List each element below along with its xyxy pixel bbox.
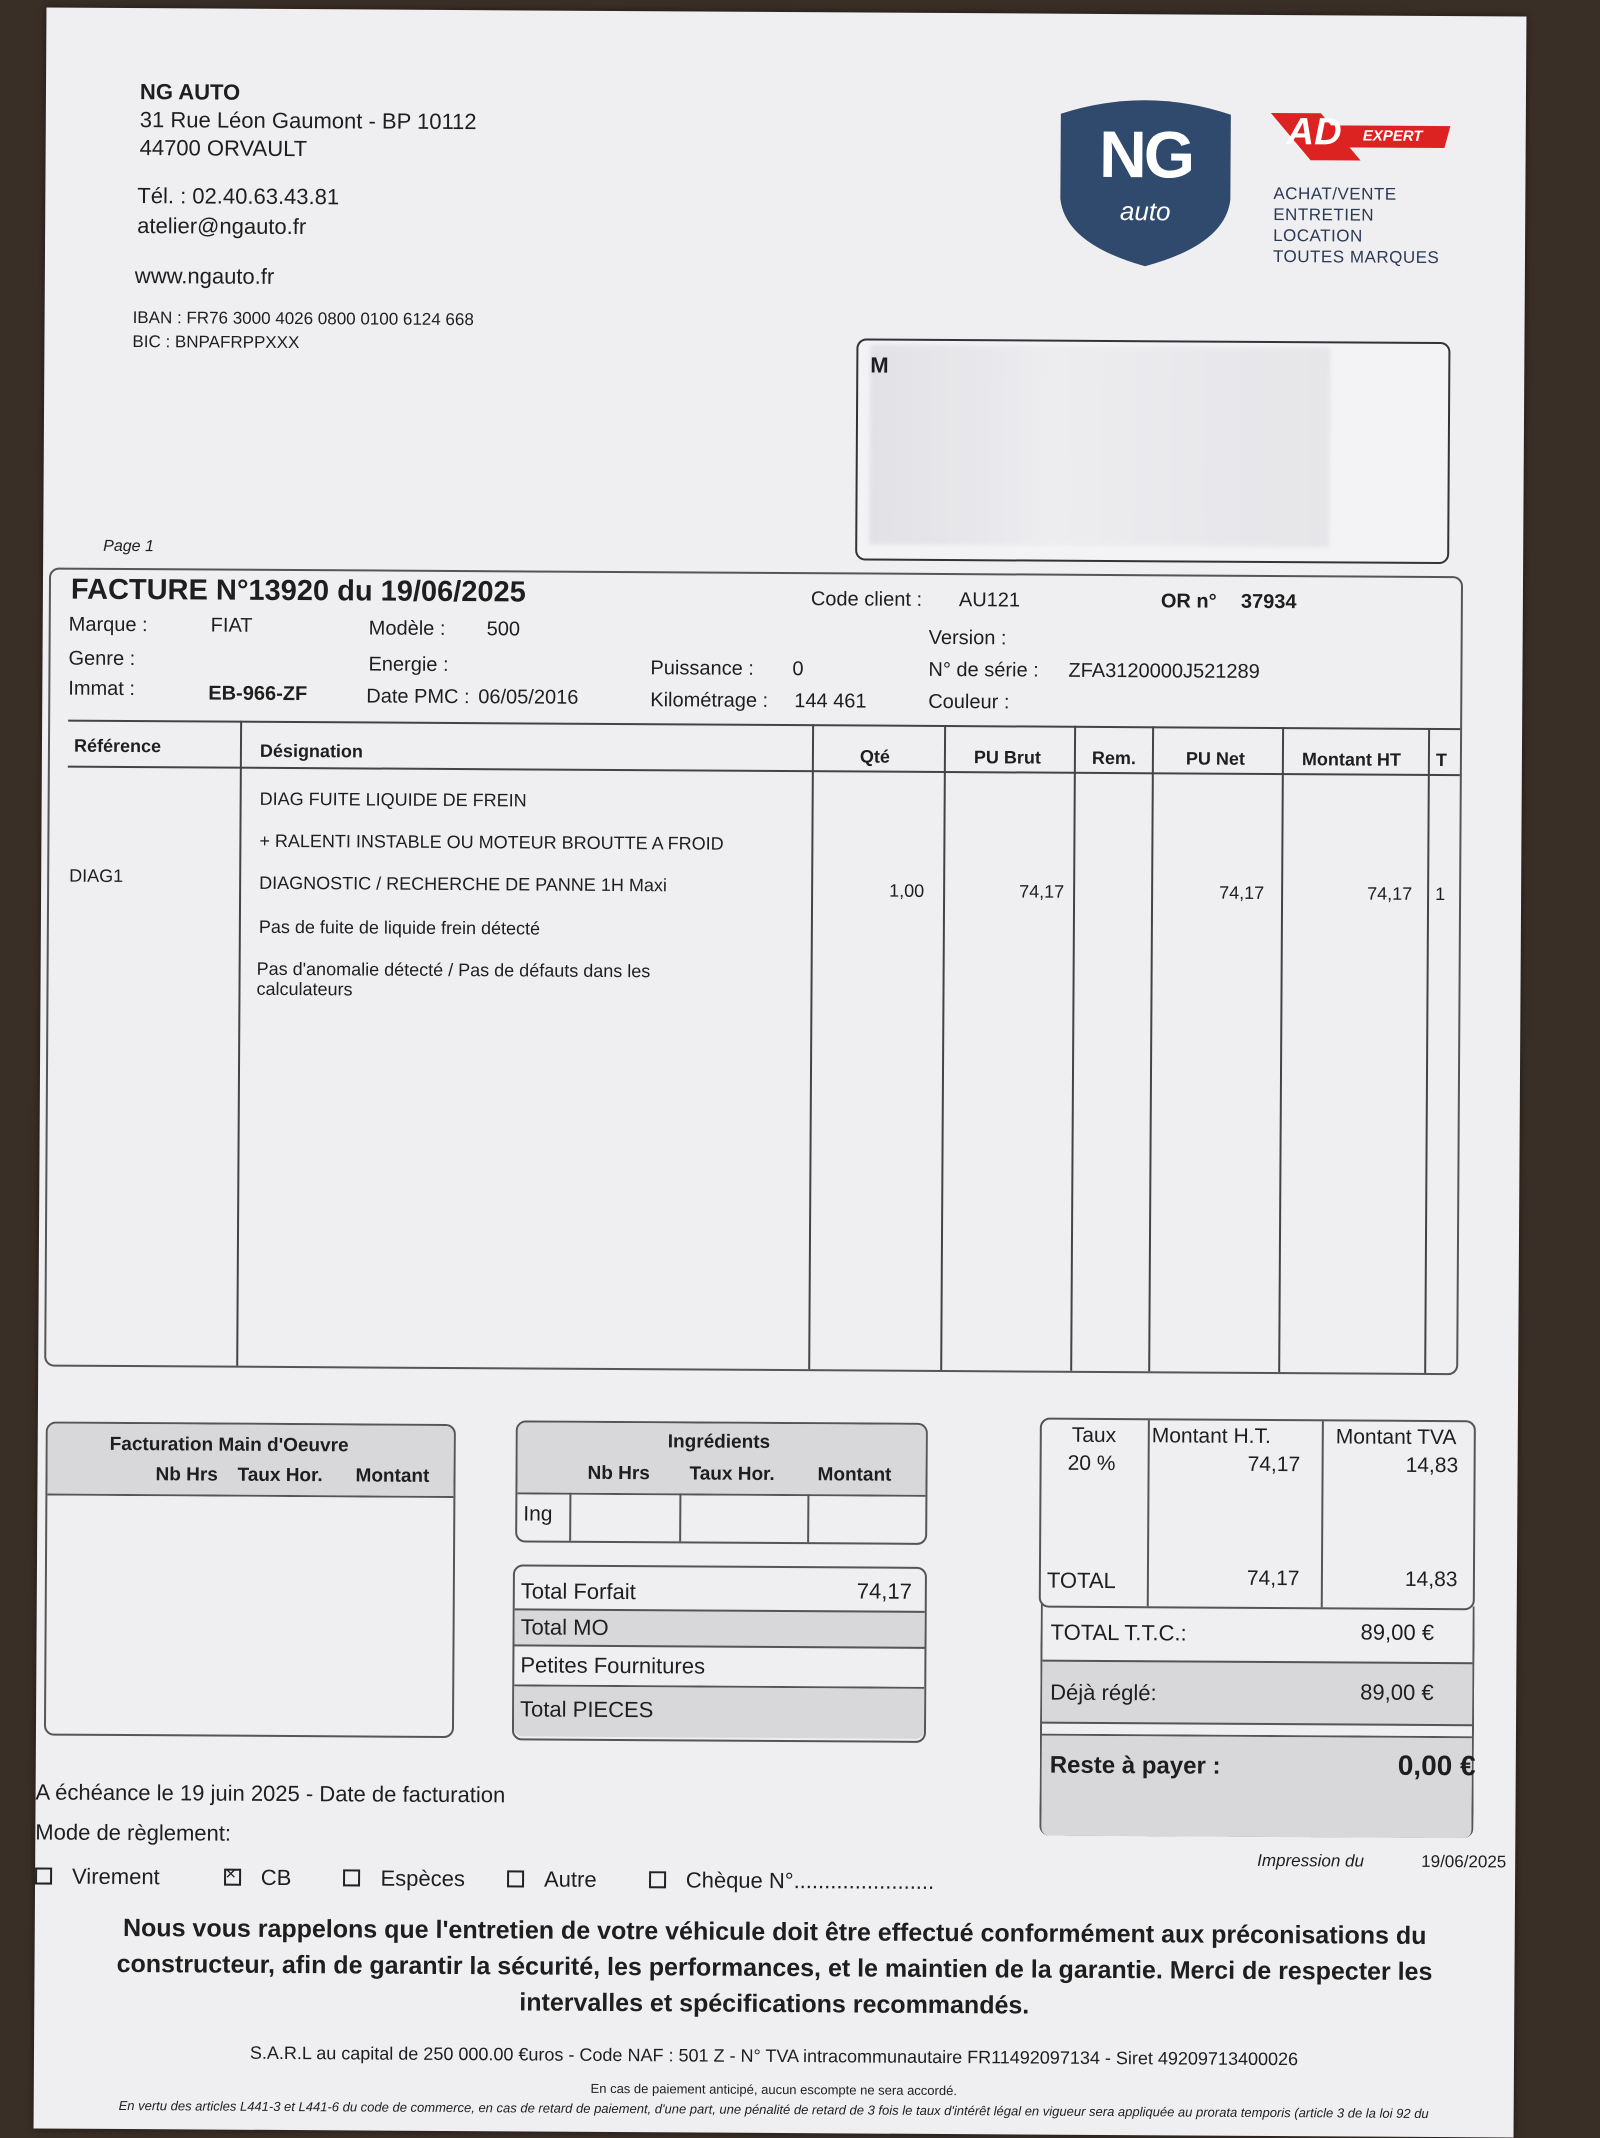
total-forfait-label: Total Forfait [520, 1578, 636, 1605]
payment-option-autre[interactable] [507, 1866, 597, 1892]
vat-box [1039, 1418, 1476, 1611]
vat-mht-header: Montant H.T. [1151, 1424, 1271, 1449]
mode-reglement-label: Mode de règlement: [35, 1819, 232, 1846]
serie-value: ZFA3120000J521289 [1068, 659, 1260, 683]
payment-option-cb[interactable] [224, 1865, 292, 1890]
checkbox-cb[interactable] [224, 1868, 241, 1885]
company-phone: Tél. : 02.40.63.43.81 [137, 183, 340, 210]
km-label: Kilométrage : [650, 689, 769, 712]
th-reference: Référence [73, 735, 162, 757]
labor-taux-hor: Taux Hor. [237, 1464, 323, 1487]
designation-line: DIAGNOSTIC / RECHERCHE DE PANNE 1H Maxi [259, 872, 667, 896]
th-montant-ht: Montant HT [1301, 749, 1401, 770]
vat-total-ht: 74,17 [1246, 1566, 1300, 1591]
checkbox-especes[interactable] [343, 1869, 360, 1886]
designation-line: + RALENTI INSTABLE OU MOTEUR BROUTTE A FROID [259, 830, 724, 854]
totals-box [1039, 1604, 1474, 1839]
summary-box [512, 1564, 927, 1743]
vat-taux: 20 % [1067, 1451, 1116, 1476]
reste-label: Reste à payer : [1049, 1751, 1221, 1780]
vat-mtva: 14,83 [1405, 1453, 1459, 1478]
impression-label: Impression du [1257, 1850, 1365, 1871]
fine-print-1: En cas de paiement anticipé, aucun escompte ne sera accordé. [590, 2080, 958, 2099]
puissance-label: Puissance : [650, 657, 754, 680]
company-address-line2: 44700 ORVAULT [139, 135, 308, 162]
energie-label: Energie : [368, 653, 449, 676]
row-pu-brut: 74,17 [1019, 881, 1065, 902]
genre-label: Genre : [68, 647, 136, 671]
th-pu-brut: PU Brut [973, 747, 1041, 768]
th-t: T [1435, 750, 1447, 771]
reste-value: 0,00 € [1397, 1749, 1476, 1782]
total-mo-label: Total MO [520, 1614, 609, 1640]
company-bic: BIC : BNPAFRPPXXX [132, 332, 300, 353]
labor-title: Facturation Main d'Oeuvre [109, 1433, 349, 1457]
ingredients-montant: Montant [817, 1464, 892, 1486]
modele-value: 500 [486, 618, 521, 641]
ingredients-row-label: Ing [523, 1502, 553, 1526]
ng-auto-logo: NG auto [1055, 94, 1236, 270]
legal-line: S.A.R.L au capital de 250 000.00 €uros - Code NAF : 501 Z - N° TVA intracommunautaire FR11492097134 - Siret 49209713400026 [249, 2042, 1299, 2070]
vat-mtva-header: Montant TVA [1335, 1425, 1457, 1450]
labor-box [44, 1422, 456, 1738]
row-montant-ht: 74,17 [1367, 883, 1413, 904]
total-forfait-value: 74,17 [856, 1578, 912, 1604]
client-initial: M [870, 352, 889, 378]
labor-nb-hrs: Nb Hrs [155, 1464, 218, 1486]
col-sep [1070, 726, 1076, 1371]
ingredients-taux-hor: Taux Hor. [689, 1463, 775, 1485]
company-website: www.ngauto.fr [134, 263, 275, 289]
payment-option-virement[interactable] [35, 1863, 160, 1889]
marque-value: FIAT [210, 614, 253, 637]
invoice-title: FACTURE N°13920 du 19/06/2025 [70, 573, 526, 609]
total-pieces-label: Total PIECES [520, 1696, 654, 1723]
echeance-line: A échéance le 19 juin 2025 - Date de facturation [35, 1779, 506, 1808]
impression-date: 19/06/2025 [1421, 1851, 1507, 1872]
col-sep [940, 725, 946, 1370]
designation-line: Pas d'anomalie détecté / Pas de défauts dans les [256, 958, 651, 982]
regle-label: Déjà réglé: [1050, 1679, 1157, 1706]
ingredients-box [515, 1420, 928, 1545]
table-top-rule [68, 720, 1460, 731]
maintenance-reminder: Nous vous rappelons que l'entretien de votre véhicule doit être effectué conformément aux préconisations du constructeur, afin de garantir la sécurité, les performances, et le maintien de la garantie. Merci de respecter les intervalles et spécifications recommandés. [116, 1914, 1433, 2020]
checkbox-virement[interactable] [35, 1867, 52, 1884]
fine-print-2: En vertu des articles L441-3 et L441-6 du code de commerce, en cas de retard de paiement, d'une part, une pénalité de retard de 3 fois le taux d'intérêt légal en vigueur sera appliquée au prorata temporis (article 3 de la loi 92 du [118, 2097, 1429, 2121]
th-pu-net: PU Net [1185, 748, 1246, 769]
vat-taux-header: Taux [1071, 1423, 1117, 1448]
th-rem: Rem. [1091, 747, 1137, 769]
immat-value: EB-966-ZF [208, 682, 308, 706]
labor-montant: Montant [355, 1465, 430, 1487]
petites-fournitures-label: Petites Fournitures [520, 1652, 706, 1679]
col-sep [1148, 726, 1154, 1371]
vat-total-label: TOTAL [1046, 1567, 1116, 1594]
redacted-area [869, 345, 1330, 548]
page-number: Page 1 [103, 537, 154, 556]
table-header-rule [68, 766, 1460, 777]
invoice-paper [34, 7, 1527, 2137]
vat-total-tva: 14,83 [1404, 1567, 1458, 1592]
service-item: LOCATION [1273, 225, 1363, 246]
company-name: NG AUTO [139, 79, 241, 105]
code-client-label: Code client : [810, 588, 923, 611]
designation-line: calculateurs [256, 978, 353, 1000]
th-qte: Qté [859, 746, 891, 767]
pmc-value: 06/05/2016 [478, 686, 579, 709]
payment-option-especes[interactable] [343, 1865, 465, 1891]
designation-line: DIAG FUITE LIQUIDE DE FREIN [259, 788, 527, 811]
services-list [1273, 183, 1440, 268]
col-sep [808, 724, 814, 1369]
code-client-value: AU121 [958, 589, 1021, 612]
row-pu-net: 74,17 [1219, 882, 1265, 903]
serie-label: N° de série : [928, 658, 1039, 682]
couleur-label: Couleur : [928, 690, 1010, 714]
row-qte: 1,00 [889, 880, 925, 901]
km-value: 144 461 [794, 690, 867, 713]
col-sep [1424, 728, 1430, 1373]
pmc-label: Date PMC : [366, 685, 470, 709]
checkbox-autre[interactable] [507, 1870, 524, 1887]
payment-option-cheque[interactable] [649, 1867, 935, 1894]
col-sep [1278, 727, 1284, 1372]
invoice-table-box [44, 568, 1463, 1376]
puissance-value: 0 [792, 658, 804, 681]
option-label: Virement [72, 1863, 160, 1890]
company-iban: IBAN : FR76 3000 4026 0800 0100 6124 668 [132, 308, 474, 330]
modele-label: Modèle : [368, 617, 446, 640]
company-email: atelier@ngauto.fr [137, 213, 307, 240]
ad-expert-logo: AD EXPERT [1260, 105, 1460, 176]
designation-line: Pas de fuite de liquide frein détecté [258, 916, 541, 939]
payment-options [35, 1863, 934, 1894]
marque-label: Marque : [68, 613, 148, 637]
service-item: ENTRETIEN [1273, 204, 1375, 225]
vat-mht: 74,17 [1247, 1452, 1301, 1477]
checkbox-cheque[interactable] [649, 1871, 666, 1888]
version-label: Version : [928, 626, 1007, 650]
or-number: 37934 [1240, 590, 1297, 614]
or-label: OR n° [1160, 590, 1217, 613]
row-reference: DIAG1 [69, 865, 124, 886]
ttc-value: 89,00 € [1360, 1619, 1435, 1646]
ttc-label: TOTAL T.T.C.: [1050, 1619, 1187, 1646]
immat-label: Immat : [68, 677, 136, 701]
row-t: 1 [1435, 883, 1446, 905]
service-item: TOUTES MARQUES [1272, 246, 1440, 268]
col-sep [236, 721, 242, 1366]
ingredients-title: Ingrédients [667, 1431, 771, 1453]
ingredients-nb-hrs: Nb Hrs [587, 1462, 650, 1485]
option-label: Espèces [380, 1865, 465, 1892]
option-label: Chèque N°....................... [685, 1867, 935, 1894]
service-item: ACHAT/VENTE [1273, 183, 1397, 204]
client-address-box [855, 338, 1450, 564]
regle-value: 89,00 € [1360, 1679, 1434, 1706]
option-label: CB [260, 1864, 292, 1891]
th-designation: Désignation [259, 740, 364, 762]
option-label: Autre [543, 1866, 597, 1892]
company-address-line1: 31 Rue Léon Gaumont - BP 10112 [139, 107, 477, 135]
